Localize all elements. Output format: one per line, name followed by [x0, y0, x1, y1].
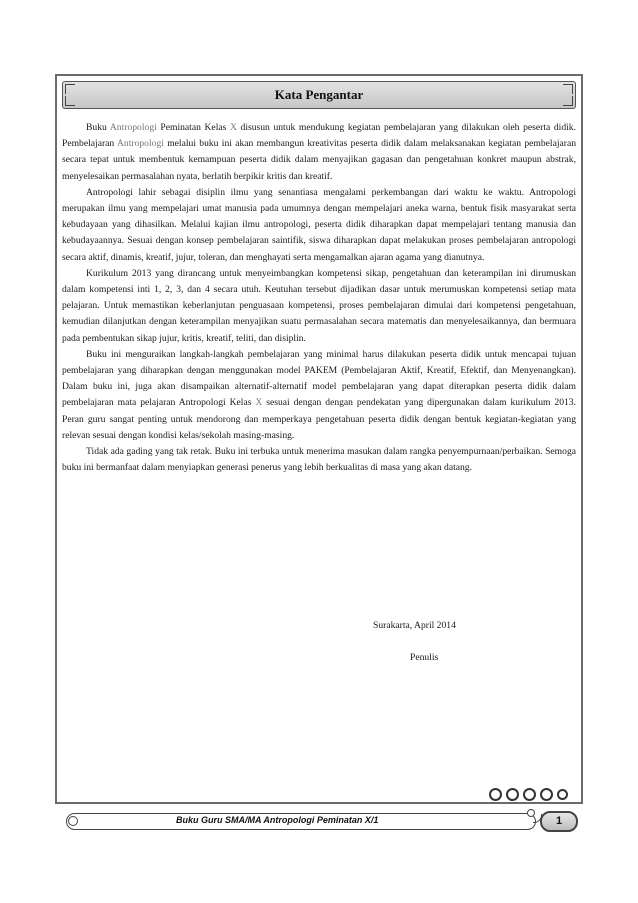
- paragraph-text: Buku ini menguraikan langkah-langkah pembelajaran yang minimal harus dilakukan peserta didik untuk mencapai tujuan pembelajaran yang diharapkan dengan menggunakan model PAKEM (Pembelajaran Aktif, Kreatif, Efektif, dan Menyenangkan). Dalam buku ini, juga akan disampaikan alternatif-alternatif model pembelajaran yang dapat diterapkan peserta didik dalam pembelajaran mata pelajaran Antropologi Kelas: [62, 348, 576, 409]
- footer-book-title: Buku Guru SMA/MA Antropologi Peminatan X/1: [176, 815, 379, 825]
- paragraph-text: Kurikulum 2013 yang dirancang untuk menyeimbangkan kompetensi sikap, pengetahuan dan keterampilan ini dirumuskan dalam kompetensi inti 1, 2, 3, dan 4 secara utuh. Keutuhan tersebut dijadikan dasar untuk merumuskan kompetensi setiap mata pelajaran. Untuk memastikan keberlanjutan penguasaan kompetensi, proses pembelajaran dimulai dari kompetensi pengetahuan, kemudian dilanjutkan dengan keterampilan menyajikan suatu permasalahan secara matematis dan menyelesaikannya, dan bermuara pada pembentukan sikap jujur, kritis, kreatif, teliti, dan disiplin.: [62, 267, 576, 344]
- title-banner: [62, 81, 576, 109]
- paragraph-text: Antropologi lahir sebagai disiplin ilmu yang senantiasa mengalami perkembangan dari waktu ke waktu. Antropologi merupakan ilmu yang mempelajari umat manusia pada umumnya dengan mempelajari aneka warna, bentuk fisik masyarakat serta kebudayaan yang dihasilkan. Melalui kajian ilmu antropologi, peserta didik diharapkan dapat mempelajari tentang manusia dan kebudayaannya. Sesuai dengan konsep pembelajaran saintifik, siswa diharapkan dapat melakukan proses pembelajaran antropologi secara aktif, dinamis, kreatif, jujur, toleran, dan menghayati serta mengamalkan ajaran agama yang dianutnya.: [62, 186, 576, 263]
- paragraph: [62, 347, 576, 444]
- paragraph-text: disusun untuk mendukung kegiatan pembelajaran yang dilakukan oleh peserta didik. Pembelajaran: [62, 122, 576, 150]
- paragraph: [62, 185, 576, 266]
- highlighted-term: X: [255, 397, 263, 409]
- circle-ornament: [523, 788, 536, 801]
- paragraph-text: Buku: [86, 122, 110, 133]
- paragraph: [62, 266, 576, 347]
- paragraph-text: Tidak ada gading yang tak retak. Buku ini terbuka untuk menerima masukan dalam rangka penyempurnaan/perbaikan. Semoga buku ini bermanfaat dalam menyiapkan generasi penerus yang lebih berkualitas di masa yang akan datang.: [62, 446, 576, 474]
- signature-author: Penulis: [410, 652, 439, 663]
- page-title: Kata Pengantar: [274, 87, 364, 102]
- paragraph-text: sesuai dengan dengan pendekatan yang dipergunakan dalam kurikulum 2013. Peran guru sangat penting untuk mendorong dan memperkaya pengetahuan peserta didik dengan bentuk kegiatan-kegiatan yang relevan sesuai dengan kondisi kelas/sekolah masing-masing.: [62, 397, 576, 441]
- highlighted-term: Antropologi: [109, 122, 157, 133]
- paragraph: [62, 120, 576, 185]
- highlighted-term: X: [229, 122, 237, 133]
- paragraph-text: melalui buku ini akan membangun kreativitas peserta didik dalam melaksanakan kegiatan pembelajaran secara tepat untuk membentuk kemampuan peserta didik dalam menyajikan gagasan dan pengetahuan konkret maupun abstrak, menyelesaikan permasalahan nyata, berlatih berpikir kritis dan kreatif.: [62, 138, 577, 182]
- badge-circle-ornament: [527, 809, 535, 817]
- signature-place-date: Surakarta, April 2014: [373, 620, 456, 631]
- circle-ornament: [489, 788, 502, 801]
- highlighted-term: Antropologi: [117, 138, 164, 150]
- body-text: [62, 120, 576, 476]
- paragraph-text: Peminatan Kelas: [156, 122, 230, 133]
- page-number: 1: [540, 811, 578, 832]
- decorative-circles: [489, 788, 568, 801]
- circle-ornament: [506, 788, 519, 801]
- circle-ornament: [540, 788, 553, 801]
- paragraph: [62, 444, 576, 476]
- footer-circle-ornament: [68, 816, 78, 826]
- circle-ornament: [557, 789, 568, 800]
